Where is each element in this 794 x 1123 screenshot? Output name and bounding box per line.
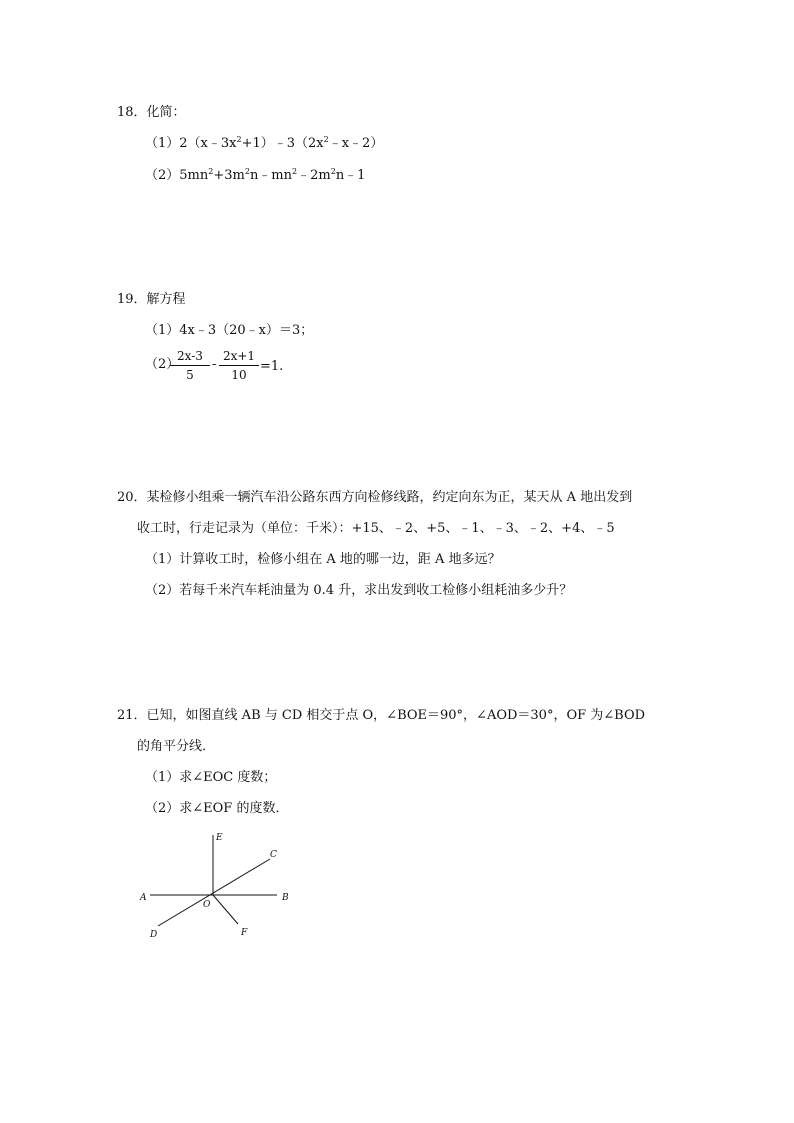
label-B: B	[282, 893, 289, 903]
q20-line1: 20．某检修小组乘一辆汽车沿公路东西方向检修线路，约定向东为正，某天从 A 地出发到	[117, 490, 633, 505]
label-F: F	[241, 928, 248, 938]
ray-OF	[213, 895, 238, 924]
label-C: C	[270, 850, 277, 860]
q19-title: 19．解方程	[117, 292, 186, 307]
geometry-figure	[130, 828, 300, 943]
q19-fraction-1	[170, 348, 210, 383]
q19-part2-label: （2）	[145, 357, 180, 372]
fraction-1-numerator: 2x-3	[177, 349, 203, 363]
q20-part2: （2）若每千米汽车耗油量为 0.4 升，求出发到收工检修小组耗油多少升？	[145, 583, 573, 598]
label-E: E	[216, 833, 223, 843]
fraction-2-denominator: 10	[231, 368, 247, 382]
q19-rhs: =1.	[260, 359, 284, 374]
label-D: D	[150, 930, 158, 940]
q21-line1: 21．已知，如图直线 AB 与 CD 相交于点 O，∠BOE＝90°，∠AOD＝30°，OF 为∠BOD	[117, 708, 646, 723]
q20-line2: 收工时，行走记录为（单位：千米）：+15、﹣2、+5、﹣1、﹣3、﹣2、+4、﹣5	[137, 521, 615, 536]
q21-part1: （1）求∠EOC 度数；	[145, 770, 277, 785]
q19-fraction-2	[219, 348, 259, 383]
q19-minus: -	[212, 357, 217, 372]
q19-part1: （1）4x﹣3（20﹣x）＝3；	[145, 323, 314, 338]
label-O: O	[203, 900, 211, 910]
q18-part2: $(2)5mn^2+3m^2n﹣mn^2﹣2m^2n﹣1$	[145, 167, 366, 183]
fraction-1-denominator: 5	[186, 368, 194, 382]
fraction-2-numerator: 2x+1	[222, 349, 256, 363]
label-A: A	[140, 893, 147, 903]
q18-title: 18．化简：	[117, 105, 186, 120]
line-CD	[158, 859, 270, 926]
q21-line2: 的角平分线．	[137, 739, 216, 754]
q20-part1: （1）计算收工时，检修小组在 A 地的哪一边，距 A 地多远？	[145, 552, 501, 567]
q18-part1: $(1)2(x﹣3x^2+1)﹣3(2x^2﹣x﹣2)$	[145, 135, 384, 151]
q21-part2: （2）求∠EOF 的度数．	[145, 801, 289, 816]
